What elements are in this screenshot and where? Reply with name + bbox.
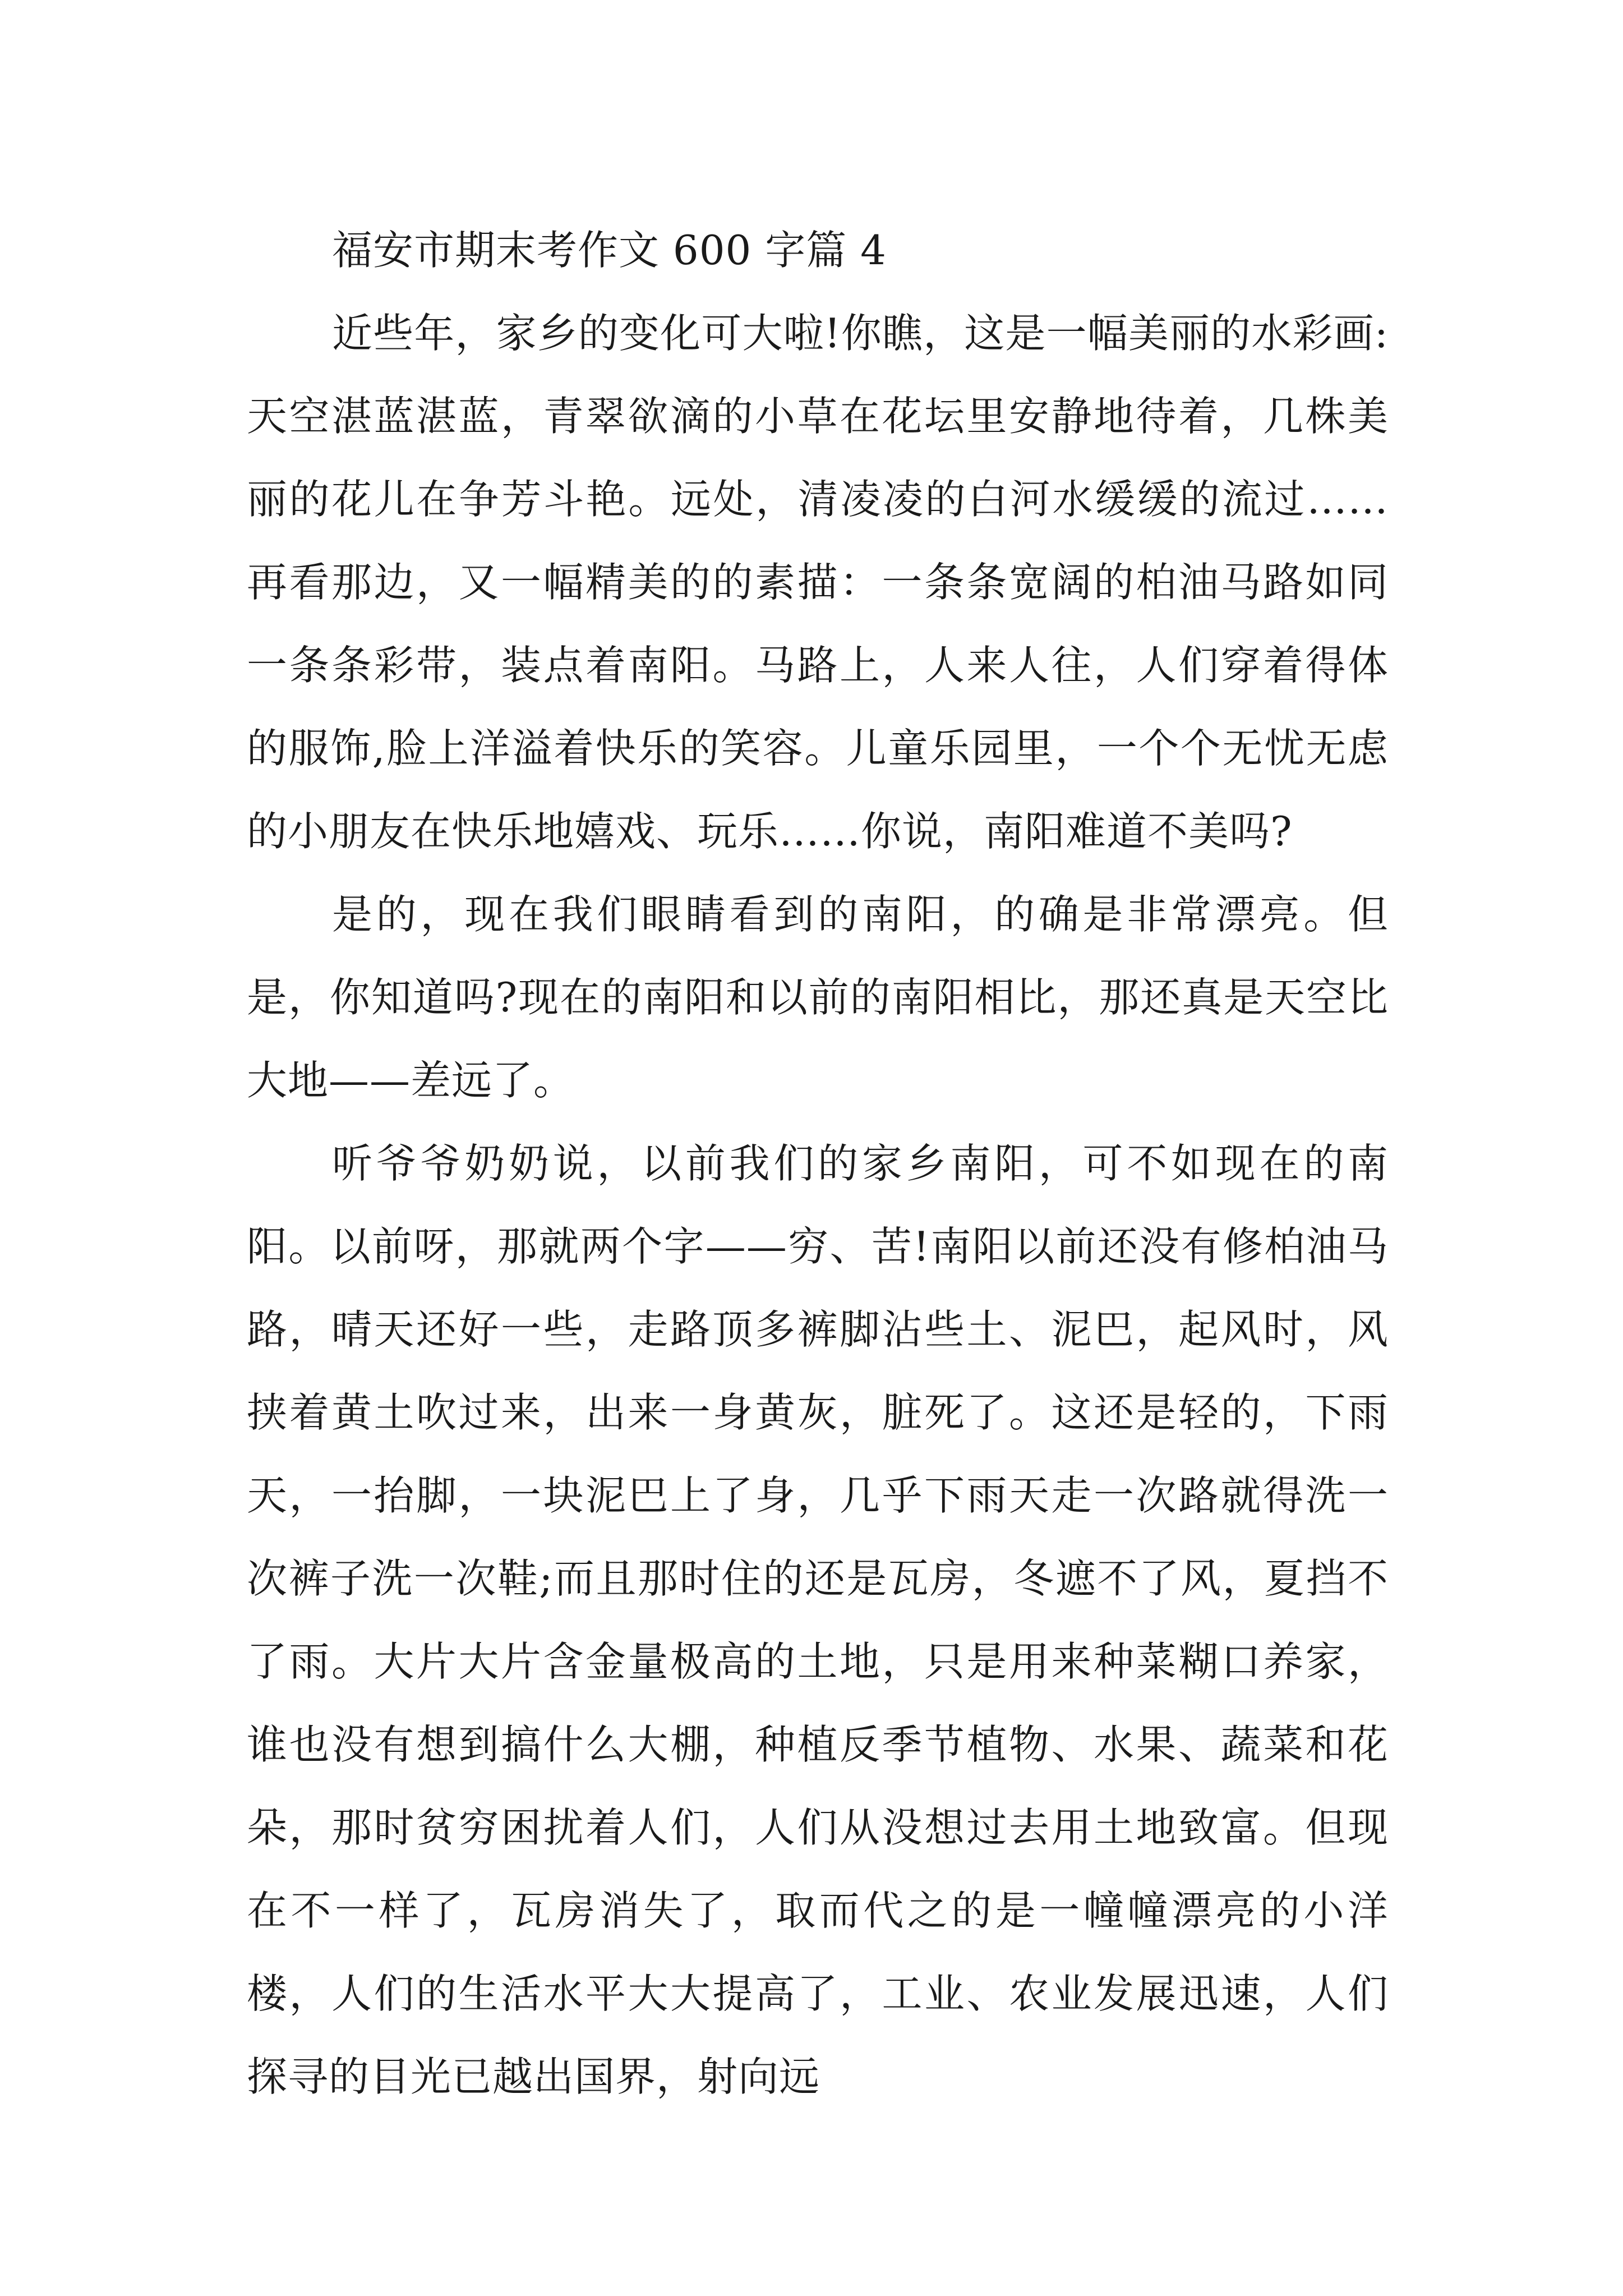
document-title: 福安市期末考作文 600 字篇 4: [332, 227, 887, 274]
paragraph-3: 听爷爷奶奶说，以前我们的家乡南阳，可不如现在的南阳。以前呀，那就两个字——穷、苦!南阳以前还没有修柏油马路，晴天还好一些，走路顶多裤脚沾些土、泥巴，起风时，风挟着黄土吹过来，出来一身黄灰，脏死了。这还是轻的，下雨天，一抬脚，一块泥巴上了身，几乎下雨天走一次路就得洗一次裤子洗一次鞋;而且那时住的还是瓦房，冬遮不了风，夏挡不了雨。大片大片含金量极高的土地，只是用来种菜糊口养家，谁也没有想到搞什么大棚，种植反季节植物、水果、蔬菜和花朵，那时贫穷困扰着人们，人们从没想过去用土地致富。但现在不一样了，瓦房消失了，取而代之的是一幢幢漂亮的小洋楼，人们的生活水平大大提高了，工业、农业发展迅速，人们探寻的目光已越出国界，射向远: [247, 1140, 1389, 2100]
paragraph-1: 近些年，家乡的变化可大啦!你瞧，这是一幅美丽的水彩画:天空湛蓝湛蓝，青翠欲滴的小草在花坛里安静地待着，几株美丽的花儿在争芳斗艳。远处，清凌凌的白河水缓缓的流过……再看那边，又一幅精美的的素描：一条条宽阔的柏油马路如同一条条彩带，装点着南阳。马路上，人来人往，人们穿着得体的服饰,脸上洋溢着快乐的笑容。儿童乐园里，一个个无忧无虑的小朋友在快乐地嬉戏、玩乐……你说，南阳难道不美吗?: [247, 310, 1389, 855]
document-body: [247, 209, 1389, 2118]
paragraph-2: 是的，现在我们眼睛看到的南阳，的确是非常漂亮。但是，你知道吗?现在的南阳和以前的南阳相比，那还真是天空比大地——差远了。: [247, 891, 1389, 1104]
